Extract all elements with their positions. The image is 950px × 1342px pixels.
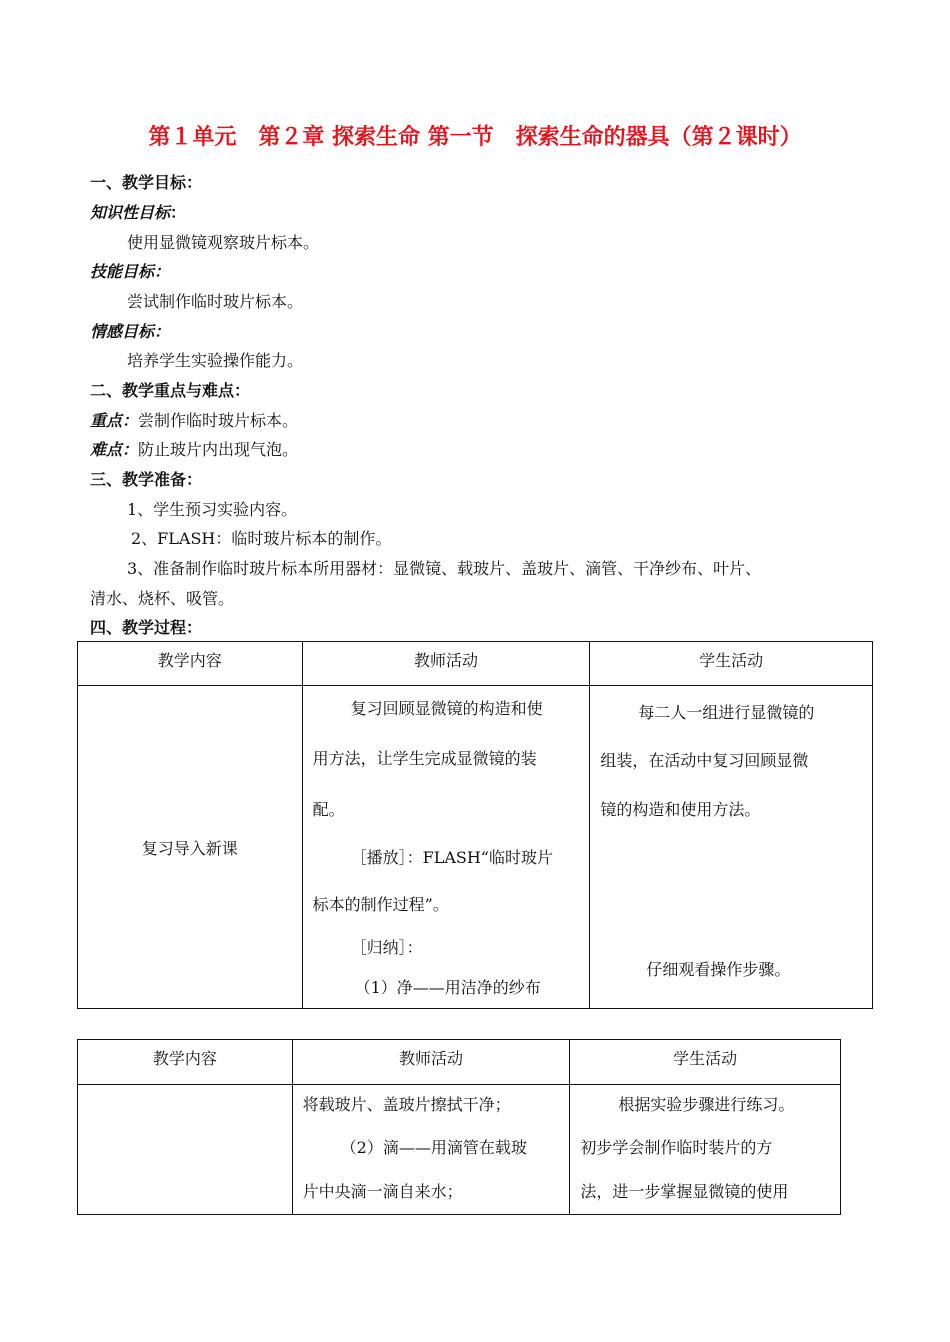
- teacher-cell: [302, 686, 590, 1009]
- header-teacher: 教师活动: [292, 1040, 570, 1085]
- student-line: 初步学会制作临时装片的方: [580, 1138, 773, 1157]
- teacher-line: 配。: [312, 800, 345, 819]
- student-line: 根据实验步骤进行练习。: [618, 1095, 795, 1114]
- document-title: 第１单元 第２章 探索生命 第一节 探索生命的器具（第２课时）: [148, 125, 802, 150]
- teacher-line: （1）净——用洁净的纱布: [354, 978, 541, 997]
- difficult-point: 难点：防止玻片内出现气泡。: [90, 440, 299, 459]
- student-line: 组装，在活动中复习回顾显微: [600, 751, 809, 770]
- teacher-line: （2）滴——用滴管在载玻: [340, 1138, 527, 1157]
- knowledge-objective-label: 知识性目标：: [90, 203, 187, 222]
- teacher-line: ［播放］：FLASH“临时玻片: [350, 848, 553, 867]
- section-preparation-heading: 三、教学准备：: [90, 470, 203, 489]
- prep-item-3: 3、准备制作临时玻片标本所用器材：显微镜、载玻片、盖玻片、滴管、干净纱布、叶片、: [127, 559, 762, 578]
- student-line: 法，进一步掌握显微镜的使用: [580, 1182, 789, 1201]
- section-objectives-heading: 一、教学目标：: [90, 173, 203, 192]
- student-line: 镜的构造和使用方法。: [600, 800, 761, 819]
- emotion-objective-label: 情感目标：: [90, 322, 171, 341]
- prep-item-2: 2、FLASH：临时玻片标本的制作。: [131, 529, 392, 548]
- skill-objective-text: 尝试制作临时玻片标本。: [127, 292, 304, 311]
- table-row: [78, 686, 873, 1009]
- teacher-line: ［归纳］：: [350, 938, 423, 957]
- header-student: 学生活动: [570, 1040, 841, 1085]
- header-content: 教学内容: [78, 1040, 293, 1085]
- teacher-line: 标本的制作过程”。: [312, 895, 449, 914]
- lesson-table-1: [77, 641, 873, 1009]
- student-line: 仔细观看操作步骤。: [646, 960, 791, 979]
- table-row: [78, 1085, 841, 1215]
- section-keypoints-heading: 二、教学重点与难点：: [90, 381, 251, 400]
- prep-item-1: 1、学生预习实验内容。: [127, 500, 298, 519]
- header-student: 学生活动: [590, 642, 873, 686]
- content-cell: [78, 1085, 293, 1215]
- lesson-table-2: [77, 1039, 841, 1215]
- student-line: 每二人一组进行显微镜的: [638, 703, 815, 722]
- table-header-row: [78, 1040, 841, 1085]
- key-point: 重点：尝制作临时玻片标本。: [90, 411, 299, 430]
- teacher-line: 用方法，让学生完成显微镜的装: [312, 749, 537, 768]
- header-content: 教学内容: [78, 642, 303, 686]
- header-teacher: 教师活动: [302, 642, 590, 686]
- teacher-line: 将载玻片、盖玻片擦拭干净；: [302, 1095, 511, 1114]
- prep-item-3-cont: 清水、烧杯、吸管。: [90, 589, 235, 608]
- skill-objective-label: 技能目标：: [90, 262, 171, 281]
- teacher-line: 复习回顾显微镜的构造和使: [350, 699, 543, 718]
- teacher-cell: [292, 1085, 570, 1215]
- spacer: [600, 834, 864, 950]
- student-cell: [590, 686, 873, 1009]
- knowledge-objective-text: 使用显微镜观察玻片标本。: [127, 233, 320, 252]
- student-cell: [570, 1085, 841, 1215]
- emotion-objective-text: 培养学生实验操作能力。: [127, 351, 304, 370]
- table-header-row: [78, 642, 873, 686]
- section-process-heading: 四、教学过程：: [90, 618, 203, 637]
- content-cell: 复习导入新课: [78, 686, 303, 1009]
- teacher-line: 片中央滴一滴自来水；: [302, 1182, 463, 1201]
